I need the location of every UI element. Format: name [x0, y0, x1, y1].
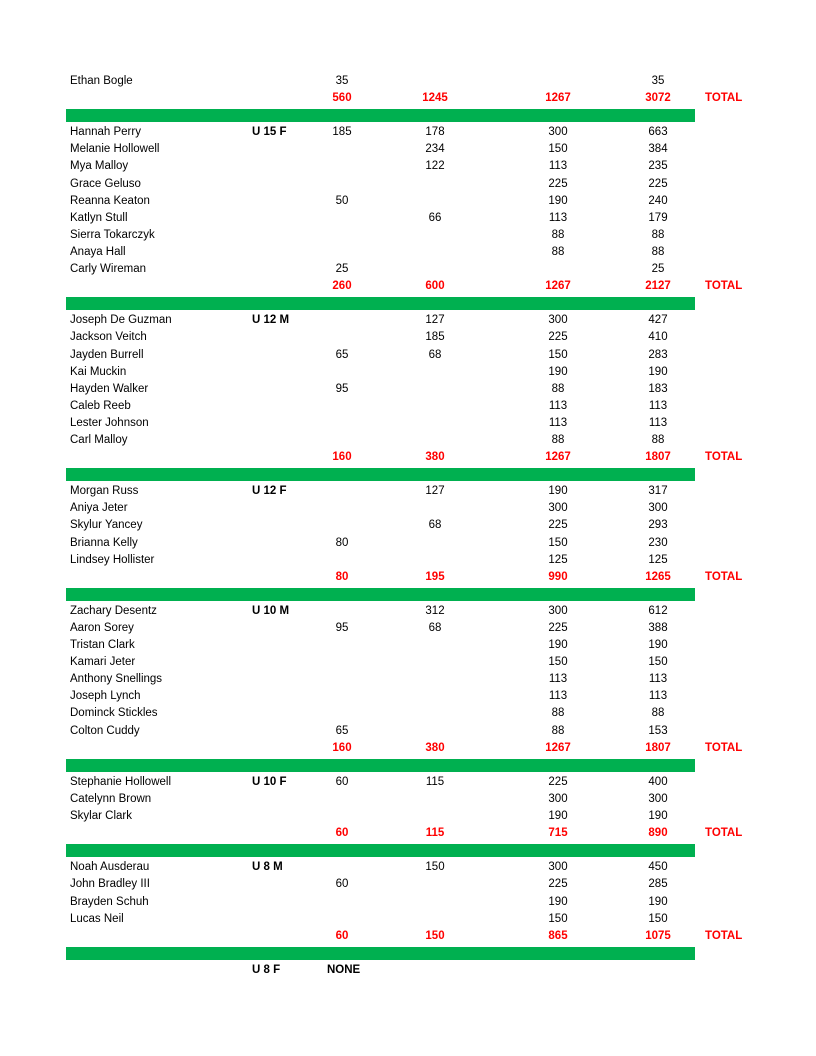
points-cell-c1: 60 [335, 878, 349, 891]
points-cell-c1: 25 [335, 263, 349, 276]
points-cell-c1: 60 [335, 775, 349, 788]
player-name: Jayden Burrell [70, 348, 144, 361]
points-cell-c3: 88 [551, 382, 565, 395]
category-label: U 12 M [252, 314, 290, 327]
points-cell-c3: 190 [548, 485, 568, 498]
player-name: Anthony Snellings [70, 673, 163, 686]
total-label: TOTAL [705, 741, 743, 754]
points-cell-c4: 153 [648, 724, 668, 737]
points-cell-c3: 300 [548, 502, 568, 515]
section-divider-bar [0, 586, 816, 603]
total-cell-c2: 150 [425, 929, 445, 942]
table-row [0, 141, 816, 158]
total-cell-c3: 1267 [545, 280, 571, 293]
points-cell-c1: 185 [332, 126, 352, 139]
category-label: U 8 F [252, 963, 281, 976]
totals-row [0, 569, 816, 586]
points-cell-c3: 225 [548, 177, 568, 190]
table-row [0, 894, 816, 911]
table-row [0, 227, 816, 244]
points-cell-c4: 150 [648, 656, 668, 669]
points-cell-c4: 450 [648, 861, 668, 874]
points-cell-c4: 612 [648, 604, 668, 617]
total-cell-c2: 195 [425, 570, 445, 583]
points-cell-c4: 179 [648, 211, 668, 224]
points-cell-c4: 190 [648, 365, 668, 378]
player-name: Carl Malloy [70, 433, 128, 446]
points-cell-c4: 190 [648, 639, 668, 652]
total-cell-c2: 380 [425, 451, 445, 464]
table-row [0, 158, 816, 175]
player-name: Grace Geluso [70, 177, 141, 190]
player-name: Kamari Jeter [70, 656, 136, 669]
total-cell-c4: 3072 [645, 92, 671, 105]
player-name: Zachary Desentz [70, 604, 157, 617]
points-cell-c3: 150 [548, 143, 568, 156]
points-cell-c1: 65 [335, 724, 349, 737]
table-row [0, 637, 816, 654]
total-cell-c3: 715 [548, 827, 568, 840]
points-cell-c4: 230 [648, 536, 668, 549]
category-label: U 12 F [252, 485, 287, 498]
divider-fill [66, 109, 695, 122]
table-row [0, 415, 816, 432]
table-row [0, 552, 816, 569]
player-name: Carly Wireman [70, 263, 147, 276]
total-cell-c1: 60 [335, 929, 349, 942]
total-label: TOTAL [705, 92, 743, 105]
player-name: Brayden Schuh [70, 895, 149, 908]
points-cell-c4: 300 [648, 502, 668, 515]
points-cell-c3: 300 [548, 126, 568, 139]
points-cell-c3: 300 [548, 861, 568, 874]
table-row [0, 329, 816, 346]
points-cell-c3: 190 [548, 365, 568, 378]
table-row [0, 671, 816, 688]
points-cell-c3: 113 [548, 160, 568, 173]
table-row [0, 723, 816, 740]
table-row [0, 261, 816, 278]
points-cell-c3: 190 [548, 194, 568, 207]
points-cell-c4: 293 [648, 519, 668, 532]
total-cell-c3: 1267 [545, 741, 571, 754]
player-name: Brianna Kelly [70, 536, 138, 549]
table-row [0, 500, 816, 517]
table-row [0, 791, 816, 808]
totals-row [0, 740, 816, 757]
points-cell-c4: 88 [651, 245, 665, 258]
table-row [0, 398, 816, 415]
points-cell-c3: 88 [551, 245, 565, 258]
table-row [0, 73, 816, 90]
total-cell-c4: 1265 [645, 570, 671, 583]
player-name: Joseph Lynch [70, 690, 141, 703]
points-cell-c4: 183 [648, 382, 668, 395]
player-name: Morgan Russ [70, 485, 139, 498]
total-cell-c1: 160 [332, 451, 352, 464]
points-cell-c3: 150 [548, 536, 568, 549]
total-cell-c4: 1807 [645, 741, 671, 754]
total-label: TOTAL [705, 280, 743, 293]
player-name: Ethan Bogle [70, 75, 133, 87]
points-cell-c4: 125 [648, 553, 668, 566]
table-row [0, 124, 816, 141]
total-cell-c2: 1245 [422, 92, 448, 105]
points-cell-c4: 400 [648, 775, 668, 788]
points-cell-c3: 190 [548, 639, 568, 652]
section-divider-bar [0, 107, 816, 124]
player-name: Dominck Stickles [70, 707, 158, 720]
points-cell-c4: 113 [648, 416, 668, 429]
points-cell-c1: 95 [335, 382, 349, 395]
total-label: TOTAL [705, 570, 743, 583]
points-cell-c3: 190 [548, 895, 568, 908]
player-name: Caleb Reeb [70, 399, 131, 412]
player-name: Colton Cuddy [70, 724, 140, 737]
player-name: Kai Muckin [70, 365, 127, 378]
player-name: Hayden Walker [70, 382, 149, 395]
table-row [0, 483, 816, 500]
points-cell-c1: 35 [335, 75, 349, 87]
section-divider-bar [0, 295, 816, 312]
table-row [0, 876, 816, 893]
total-cell-c1: 560 [332, 92, 352, 105]
points-cell-c2: 68 [428, 519, 442, 532]
points-cell-c4: 410 [648, 331, 668, 344]
points-cell-c2: 150 [425, 861, 445, 874]
section-divider-bar [0, 945, 816, 962]
player-name: Jackson Veitch [70, 331, 147, 344]
points-cell-c2: 122 [425, 160, 445, 173]
total-cell-c2: 115 [425, 827, 445, 840]
points-cell-c2: 115 [425, 775, 445, 788]
points-cell-c4: 317 [648, 485, 668, 498]
total-cell-c4: 2127 [645, 280, 671, 293]
table-row [0, 962, 816, 979]
section-divider-bar [0, 757, 816, 774]
total-cell-c3: 1267 [545, 92, 571, 105]
points-cell-c3: 300 [548, 792, 568, 805]
table-row [0, 808, 816, 825]
table-row [0, 176, 816, 193]
total-cell-c3: 1267 [545, 451, 571, 464]
table-row [0, 654, 816, 671]
category-label: U 10 M [252, 604, 290, 617]
points-cell-c4: 88 [651, 433, 665, 446]
player-name: Lester Johnson [70, 416, 149, 429]
total-cell-c1: 80 [335, 570, 349, 583]
points-cell-c3: 190 [548, 810, 568, 823]
points-cell-c4: 240 [648, 194, 668, 207]
total-label: TOTAL [705, 827, 743, 840]
points-cell-c3: 225 [548, 878, 568, 891]
points-cell-c4: 300 [648, 792, 668, 805]
player-name: John Bradley III [70, 878, 150, 891]
divider-fill [66, 947, 695, 960]
player-name: Tristan Clark [70, 639, 135, 652]
table-row [0, 244, 816, 261]
table-row [0, 705, 816, 722]
points-cell-c4: 285 [648, 878, 668, 891]
points-cell-c2: 127 [425, 485, 445, 498]
points-cell-c3: 300 [548, 314, 568, 327]
table-row [0, 193, 816, 210]
player-name: Katlyn Stull [70, 211, 128, 224]
table-row [0, 859, 816, 876]
points-cell-c4: 388 [648, 622, 668, 634]
totals-row [0, 90, 816, 107]
total-cell-c3: 865 [548, 929, 568, 942]
total-cell-c4: 1807 [645, 451, 671, 464]
points-cell-c4: 190 [648, 895, 668, 908]
points-cell-c3: 125 [548, 553, 568, 566]
player-name: Mya Malloy [70, 160, 129, 173]
table-row [0, 364, 816, 381]
divider-fill [66, 588, 695, 601]
table-row [0, 774, 816, 791]
points-cell-c4: 35 [651, 75, 665, 87]
table-row [0, 432, 816, 449]
points-cell-c2: 234 [425, 143, 445, 156]
points-cell-c2: 68 [428, 622, 442, 634]
player-name: Melanie Hollowell [70, 143, 160, 156]
points-cell-c3: 150 [548, 912, 568, 925]
points-cell-c3: 225 [548, 331, 568, 344]
total-cell-c2: 600 [425, 280, 445, 293]
points-cell-c3: 113 [548, 399, 568, 412]
points-cell-c4: 225 [648, 177, 668, 190]
total-cell-c1: 160 [332, 741, 352, 754]
points-cell-c1: 80 [335, 536, 349, 549]
points-cell-c3: 88 [551, 724, 565, 737]
points-cell-c3: 300 [548, 604, 568, 617]
category-label: U 10 F [252, 775, 287, 788]
total-cell-c4: 890 [648, 827, 668, 840]
total-cell-c2: 380 [425, 741, 445, 754]
table-row [0, 381, 816, 398]
points-cell-c2: 127 [425, 314, 445, 327]
table-row [0, 517, 816, 534]
points-cell-c2: 68 [428, 348, 442, 361]
points-cell-c4: 190 [648, 810, 668, 823]
total-cell-c4: 1075 [645, 929, 671, 942]
table-row [0, 535, 816, 552]
points-cell-c1: 65 [335, 348, 349, 361]
points-cell-c1: 95 [335, 622, 349, 634]
points-cell-c3: 150 [548, 656, 568, 669]
points-cell-c4: 427 [648, 314, 668, 327]
player-name: Anaya Hall [70, 245, 126, 258]
standings-sheet [0, 73, 816, 979]
table-row [0, 603, 816, 620]
points-cell-c4: 113 [648, 690, 668, 703]
divider-fill [66, 759, 695, 772]
total-label: TOTAL [705, 929, 743, 942]
points-cell-c3: 88 [551, 433, 565, 446]
player-name: Sierra Tokarczyk [70, 228, 155, 241]
points-cell-c4: 88 [651, 228, 665, 241]
points-cell-c4: 663 [648, 126, 668, 139]
none-label: NONE [327, 963, 361, 976]
points-cell-c3: 88 [551, 707, 565, 720]
points-cell-c3: 225 [548, 622, 568, 634]
player-name: Stephanie Hollowell [70, 775, 172, 788]
points-cell-c4: 113 [648, 673, 668, 686]
table-row [0, 688, 816, 705]
player-name: Skylur Yancey [70, 519, 143, 532]
player-name: Aniya Jeter [70, 502, 128, 515]
points-cell-c3: 113 [548, 673, 568, 686]
points-cell-c3: 113 [548, 416, 568, 429]
category-label: U 8 M [252, 861, 283, 874]
points-cell-c3: 225 [548, 775, 568, 788]
points-cell-c4: 283 [648, 348, 668, 361]
table-row [0, 347, 816, 364]
table-row [0, 911, 816, 928]
player-name: Reanna Keaton [70, 194, 150, 207]
total-label: TOTAL [705, 451, 743, 464]
player-name: Catelynn Brown [70, 792, 152, 805]
points-cell-c4: 384 [648, 143, 668, 156]
player-name: Lucas Neil [70, 912, 124, 925]
points-cell-c3: 113 [548, 211, 568, 224]
player-name: Noah Ausderau [70, 861, 150, 874]
points-cell-c3: 150 [548, 348, 568, 361]
points-cell-c3: 113 [548, 690, 568, 703]
points-cell-c2: 312 [425, 604, 445, 617]
totals-row [0, 449, 816, 466]
player-name: Joseph De Guzman [70, 314, 172, 327]
totals-row [0, 928, 816, 945]
points-cell-c4: 235 [648, 160, 668, 173]
player-name: Hannah Perry [70, 126, 141, 139]
points-cell-c1: 50 [335, 194, 349, 207]
table-row [0, 620, 816, 637]
totals-row [0, 278, 816, 295]
points-cell-c2: 185 [425, 331, 445, 344]
points-cell-c4: 88 [651, 707, 665, 720]
total-cell-c1: 260 [332, 280, 352, 293]
table-row [0, 210, 816, 227]
points-cell-c4: 150 [648, 912, 668, 925]
totals-row [0, 825, 816, 842]
divider-fill [66, 297, 695, 310]
player-name: Skylar Clark [70, 810, 132, 823]
section-divider-bar [0, 842, 816, 859]
total-cell-c1: 60 [335, 827, 349, 840]
total-cell-c3: 990 [548, 570, 568, 583]
points-cell-c3: 225 [548, 519, 568, 532]
points-cell-c4: 25 [651, 263, 665, 276]
points-cell-c3: 88 [551, 228, 565, 241]
divider-fill [66, 844, 695, 857]
points-cell-c4: 113 [648, 399, 668, 412]
player-name: Lindsey Hollister [70, 553, 155, 566]
divider-fill [66, 468, 695, 481]
points-cell-c2: 66 [428, 211, 442, 224]
player-name: Aaron Sorey [70, 622, 134, 634]
category-label: U 15 F [252, 126, 287, 139]
points-cell-c2: 178 [425, 126, 445, 139]
table-row [0, 312, 816, 329]
section-divider-bar [0, 466, 816, 483]
